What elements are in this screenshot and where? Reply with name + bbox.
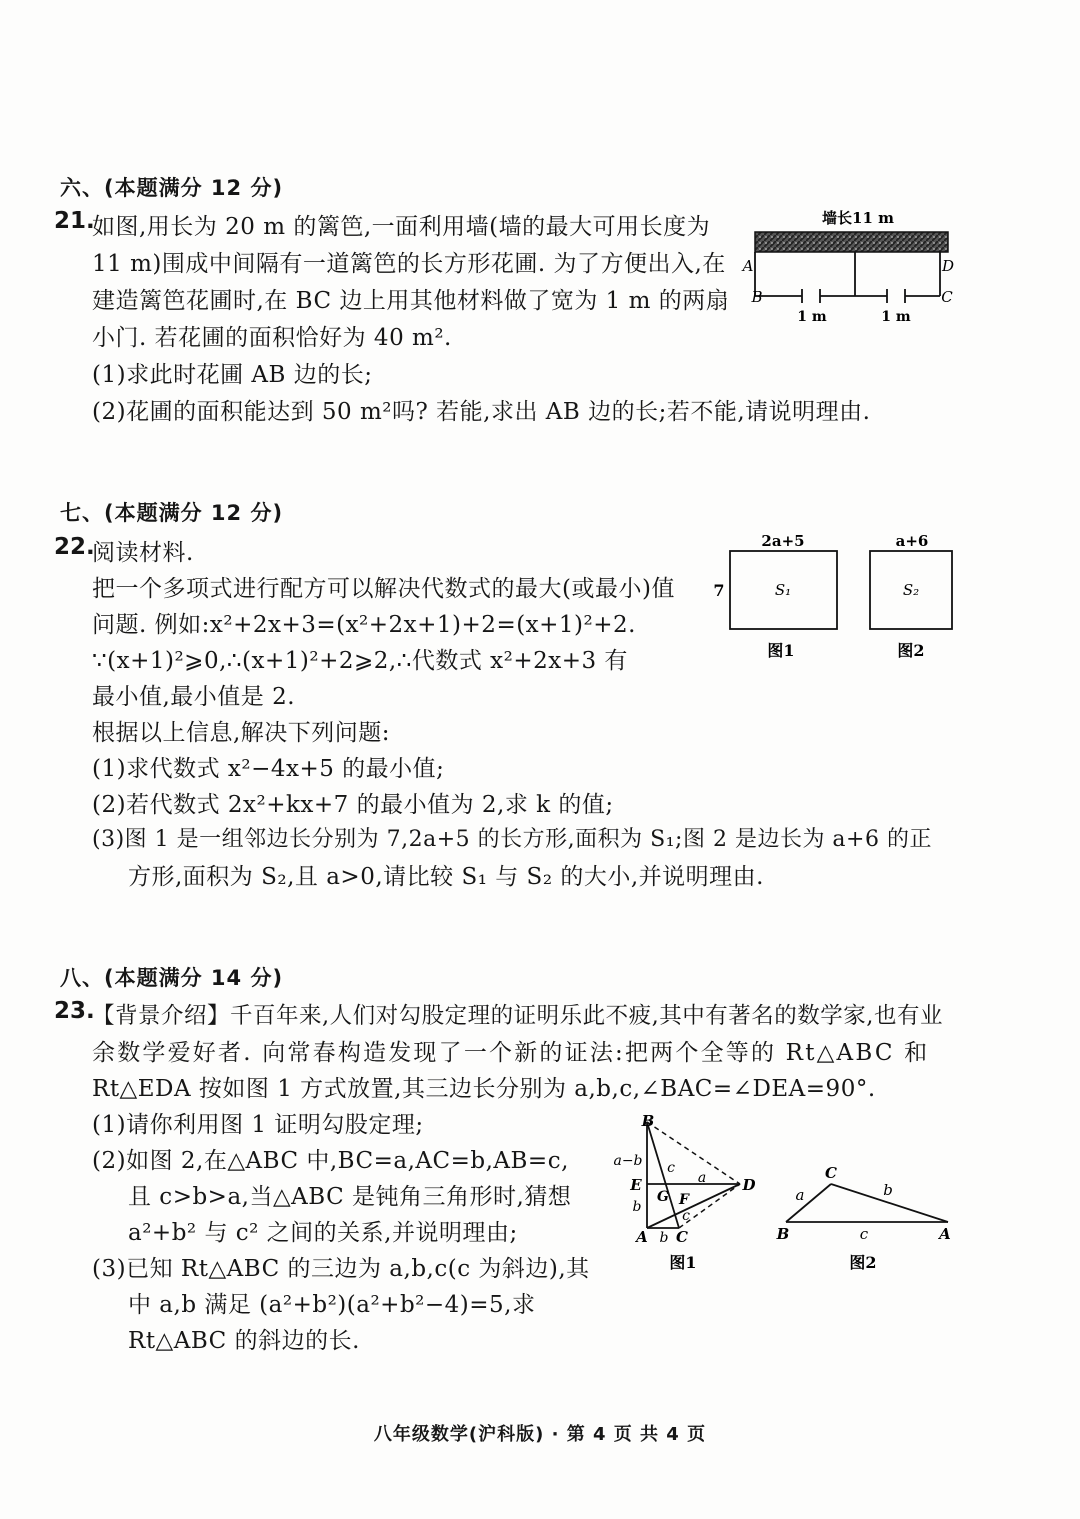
q22-line-1: 把一个多项式进行配方可以解决代数式的最大(或最小)值 — [92, 576, 675, 602]
fig1-top-label: 2a+5 — [761, 532, 805, 550]
page-footer: 八年级数学(沪科版) · 第 4 页 共 4 页 — [373, 1424, 707, 1445]
q22-figures — [705, 528, 975, 668]
door-2-width-label: 1 m — [881, 309, 911, 325]
point-B-label: B — [751, 288, 763, 306]
q23-part-2-cont-2: a²+b² 与 c² 之间的关系,并说明理由; — [128, 1220, 518, 1246]
question-23-number: 23. — [54, 998, 95, 1024]
fig1-label-b-left: b — [632, 1199, 642, 1215]
q23-part-3-cont-1: 中 a,b 满足 (a²+b²)(a²+b²−4)=5,求 — [128, 1292, 536, 1318]
q23-line-2: 余数学爱好者. 向常春构造发现了一个新的证法:把两个全等的 Rt△ABC 和 — [92, 1040, 930, 1066]
wall-length-label: 墙长11 m — [822, 209, 894, 227]
fig2-label-b: b — [883, 1181, 893, 1199]
section-eight-heading: 八、(本题满分 14 分) — [60, 966, 284, 990]
q21-line-2: 11 m)围成中间隔有一道篱笆的长方形花圃. 为了方便出入,在 — [92, 251, 726, 277]
fig2-point-A: A — [939, 1225, 951, 1243]
fig2-label-a: a — [795, 1186, 805, 1204]
question-22-number: 22. — [54, 534, 95, 560]
section-six-heading: 六、(本题满分 12 分) — [60, 176, 284, 200]
q23-figure-2 — [768, 1160, 968, 1278]
fig1-label-c-bottom: c — [682, 1208, 690, 1224]
fig1-point-E: E — [630, 1176, 642, 1194]
fig2-side-a — [786, 1184, 831, 1222]
q21-line-4: 小门. 若花圃的面积恰好为 40 m². — [92, 325, 452, 351]
fig1-label-a-mid: a — [697, 1170, 707, 1186]
fig1-label-c-top: c — [667, 1160, 675, 1176]
q23-line-3: Rt△EDA 按如图 1 方式放置,其三边长分别为 a,b,c,∠BAC=∠DEA=90°. — [92, 1076, 876, 1102]
fig1-point-G: G — [657, 1189, 669, 1205]
point-D-label: D — [941, 257, 955, 275]
fig2-label-c: c — [859, 1225, 869, 1243]
q21-line-3: 建造篱笆花圃时,在 BC 边上用其他材料做了宽为 1 m 的两扇 — [92, 288, 730, 314]
fig2-caption: 图2 — [849, 1253, 877, 1272]
fig1-point-F: F — [679, 1192, 689, 1208]
q23-part-3: (3)已知 Rt△ABC 的三边为 a,b,c(c 为斜边),其 — [92, 1256, 590, 1282]
q22-part-3: (3)图 1 是一组邻边长分别为 7,2a+5 的长方形,面积为 S₁;图 2 是边长为 a+6 的正 — [92, 827, 932, 852]
fig1-point-B: B — [641, 1112, 655, 1130]
q21-part-1: (1)求此时花圃 AB 边的长; — [92, 362, 373, 388]
fig1-caption: 图1 — [767, 641, 795, 660]
q22-part-2: (2)若代数式 2x²+kx+7 的最小值为 2,求 k 的值; — [92, 792, 614, 818]
q23-part-1: (1)请你利用图 1 证明勾股定理; — [92, 1112, 424, 1138]
fig1-side-label: 7 — [713, 581, 725, 600]
q23-line-1: 【背景介绍】千百年来,人们对勾股定理的证明乐此不疲,其中有著名的数学家,也有业 — [92, 1003, 943, 1029]
q22-line-2: 问题. 例如:x²+2x+3=(x²+2x+1)+2=(x+1)²+2. — [92, 612, 636, 638]
fig1-caption: 图1 — [669, 1253, 697, 1272]
question-21-number: 21. — [54, 208, 95, 234]
door-1-width-label: 1 m — [797, 309, 827, 325]
fig1-point-A: A — [636, 1228, 648, 1246]
q23-part-3-cont-2: Rt△ABC 的斜边的长. — [128, 1328, 360, 1354]
fig1-label-b-bottom: b — [659, 1230, 669, 1246]
point-A-label: A — [742, 257, 754, 275]
q21-line-1: 如图,用长为 20 m 的篱笆,一面利用墙(墙的最大可用长度为 — [92, 214, 711, 240]
q22-line-4: 最小值,最小值是 2. — [92, 684, 296, 710]
fig2-caption: 图2 — [897, 641, 925, 660]
q22-line-5: 根据以上信息,解决下列问题: — [92, 720, 391, 746]
q22-part-3-cont: 方形,面积为 S₂,且 a>0,请比较 S₁ 与 S₂ 的大小,并说明理由. — [128, 864, 764, 890]
fig1-point-C: C — [676, 1228, 688, 1246]
point-C-label: C — [941, 288, 953, 306]
fig2-point-B: B — [776, 1225, 790, 1243]
q21-part-2: (2)花圃的面积能达到 50 m²吗? 若能,求出 AB 边的长;若不能,请说明理由. — [92, 399, 871, 425]
q23-part-2-cont-1: 且 c>b>a,当△ABC 是钝角三角形时,猜想 — [128, 1184, 572, 1210]
fig1-area-label: S₁ — [774, 581, 792, 599]
section-seven-heading: 七、(本题满分 12 分) — [60, 501, 284, 525]
wall-shape — [755, 232, 948, 252]
q23-figure-1 — [608, 1108, 768, 1278]
fig1-label-a-minus-b: a−b — [613, 1153, 643, 1169]
fig2-top-label: a+6 — [895, 532, 929, 550]
fig2-area-label: S₂ — [902, 581, 920, 599]
q22-line-3: ∵(x+1)²⩾0,∴(x+1)²+2⩾2,∴代数式 x²+2x+3 有 — [92, 648, 628, 674]
q23-part-2: (2)如图 2,在△ABC 中,BC=a,AC=b,AB=c, — [92, 1148, 569, 1174]
q22-part-1: (1)求代数式 x²−4x+5 的最小值; — [92, 756, 445, 782]
q22-title: 阅读材料. — [92, 540, 194, 566]
fig1-point-D: D — [742, 1176, 756, 1194]
q21-garden-figure — [740, 205, 965, 330]
fig2-point-C: C — [825, 1164, 837, 1182]
